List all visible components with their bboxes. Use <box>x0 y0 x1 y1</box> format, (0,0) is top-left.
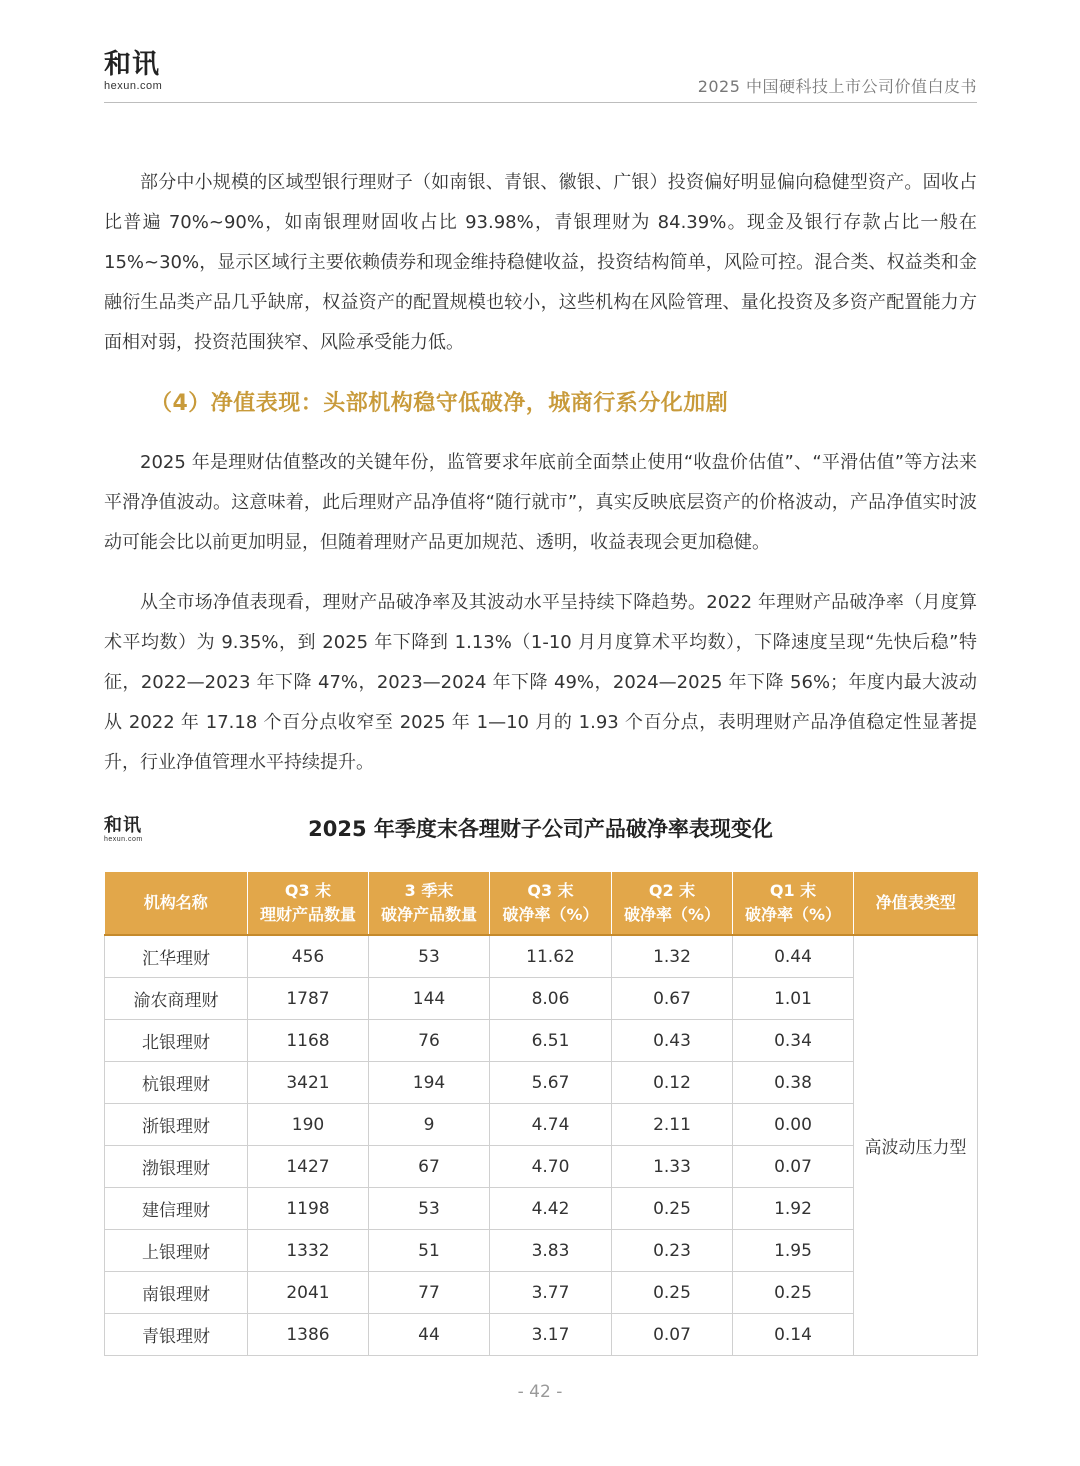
table-logo <box>104 816 164 844</box>
q3-below-net-count-cell: 53 <box>369 1188 490 1230</box>
paragraph-valuation-reform: 2025 年是理财估值整改的关键年份，监管要求年底前全面禁止使用“收盘价估值”、“平滑估值”等方法来平滑净值波动。这意味着，此后理财产品净值将“随行就市”，真实反映底层资产的价格波动，产品净值实时波动可能会比以前更加明显，但随着理财产品更加规范、透明，收益表现会更加稳健。 <box>104 452 977 553</box>
q3-rate-cell: 3.17 <box>490 1314 612 1356</box>
nav-type-cell: 高波动压力型 <box>854 935 978 1356</box>
breakeven-rate-table <box>104 872 978 1356</box>
q2-rate-cell: 0.67 <box>612 978 733 1020</box>
q2-rate-cell: 0.25 <box>612 1272 733 1314</box>
q1-rate-cell: 0.34 <box>733 1020 854 1062</box>
q3-below-net-count-cell: 9 <box>369 1104 490 1146</box>
q3-product-count-cell: 1332 <box>248 1230 369 1272</box>
q3-product-count-cell: 3421 <box>248 1062 369 1104</box>
institution-name-cell: 建信理财 <box>105 1188 248 1230</box>
q2-rate-cell: 2.11 <box>612 1104 733 1146</box>
table-title: 2025 年季度末各理财子公司产品破净率表现变化 <box>308 817 773 841</box>
logo-subtext: hexun.com <box>104 80 163 92</box>
table-row <box>105 1314 978 1356</box>
q3-rate-cell: 4.74 <box>490 1104 612 1146</box>
table-row <box>105 935 978 978</box>
q3-below-net-count-cell: 67 <box>369 1146 490 1188</box>
table-row <box>105 1230 978 1272</box>
q3-product-count-cell: 1427 <box>248 1146 369 1188</box>
q2-rate-cell: 0.07 <box>612 1314 733 1356</box>
header-nav-type: 净值表类型 <box>854 872 978 935</box>
table-row <box>105 978 978 1020</box>
q1-rate-cell: 0.38 <box>733 1062 854 1104</box>
table-row <box>105 1062 978 1104</box>
q1-rate-cell: 1.92 <box>733 1188 854 1230</box>
paragraph-market-performance: 从全市场净值表现看，理财产品破净率及其波动水平呈持续下降趋势。2022 年理财产品破净率（月度算术平均数）为 9.35%，到 2025 年下降到 1.13%（1-10 月月度算术平均数），下降速度呈现“先快后稳”特征，2022—2023 年下降 47%，2023—2024 年下降 49%，2024—2025 年下降 56%；年度内最大波动从 2022 年 17.18 个百分点收窄至 2025 年 1—10 月的 1.93 个百分点，表明理财产品净值稳定性显著提升，行业净值管理水平持续提升。 <box>104 592 977 773</box>
header-q3-product-count: Q3 末 理财产品数量 <box>248 872 369 935</box>
q1-rate-cell: 0.25 <box>733 1272 854 1314</box>
q3-below-net-count-cell: 44 <box>369 1314 490 1356</box>
q3-product-count-cell: 1386 <box>248 1314 369 1356</box>
document-title: 2025 中国硬科技上市公司价值白皮书 <box>697 77 977 96</box>
q3-below-net-count-cell: 194 <box>369 1062 490 1104</box>
q1-rate-cell: 1.95 <box>733 1230 854 1272</box>
q1-rate-cell: 0.00 <box>733 1104 854 1146</box>
header-q1-rate: Q1 末 破净率（%） <box>733 872 854 935</box>
institution-name-cell: 南银理财 <box>105 1272 248 1314</box>
q3-product-count-cell: 1168 <box>248 1020 369 1062</box>
page-number: - 42 - <box>517 1382 563 1402</box>
q3-product-count-cell: 2041 <box>248 1272 369 1314</box>
institution-name-cell: 浙银理财 <box>105 1104 248 1146</box>
institution-name-cell: 渝农商理财 <box>105 978 248 1020</box>
table-row <box>105 1272 978 1314</box>
institution-name-cell: 青银理财 <box>105 1314 248 1356</box>
q3-rate-cell: 4.42 <box>490 1188 612 1230</box>
table-row <box>105 1020 978 1062</box>
table-row <box>105 1146 978 1188</box>
q3-below-net-count-cell: 51 <box>369 1230 490 1272</box>
table-logo-subtext: hexun.com <box>104 836 143 843</box>
q2-rate-cell: 0.12 <box>612 1062 733 1104</box>
institution-name-cell: 渤银理财 <box>105 1146 248 1188</box>
q3-rate-cell: 5.67 <box>490 1062 612 1104</box>
header-q2-rate: Q2 末 破净率（%） <box>612 872 733 935</box>
table-header-row <box>105 872 978 935</box>
q2-rate-cell: 0.43 <box>612 1020 733 1062</box>
table-row <box>105 1188 978 1230</box>
page-header <box>104 46 977 103</box>
q3-rate-cell: 11.62 <box>490 935 612 978</box>
paragraph-regional-banks: 部分中小规模的区域型银行理财子（如南银、青银、徽银、广银）投资偏好明显偏向稳健型资产。固收占比普遍 70%~90%，如南银理财固收占比 93.98%，青银理财为 84.39%。现金及银行存款占比一般在 15%~30%，显示区域行主要依赖债券和现金维持稳健收益，投资结构简单，风险可控。混合类、权益类和金融衍生品类产品几乎缺席，权益资产的配置规模也较小，这些机构在风险管理、量化投资及多资产配置能力方面相对弱，投资范围狭窄、风险承受能力低。 <box>104 172 977 353</box>
q3-below-net-count-cell: 77 <box>369 1272 490 1314</box>
q3-rate-cell: 8.06 <box>490 978 612 1020</box>
logo-mark: 和讯 <box>104 49 160 80</box>
header-institution: 机构名称 <box>105 872 248 935</box>
header-q3-rate: Q3 末 破净率（%） <box>490 872 612 935</box>
q2-rate-cell: 1.33 <box>612 1146 733 1188</box>
table-row <box>105 1104 978 1146</box>
institution-name-cell: 北银理财 <box>105 1020 248 1062</box>
q3-product-count-cell: 190 <box>248 1104 369 1146</box>
q3-below-net-count-cell: 76 <box>369 1020 490 1062</box>
q1-rate-cell: 0.14 <box>733 1314 854 1356</box>
institution-name-cell: 上银理财 <box>105 1230 248 1272</box>
q3-below-net-count-cell: 144 <box>369 978 490 1020</box>
q2-rate-cell: 0.23 <box>612 1230 733 1272</box>
q2-rate-cell: 1.32 <box>612 935 733 978</box>
header-q3-below-net-count: 3 季末 破净产品数量 <box>369 872 490 935</box>
q1-rate-cell: 0.44 <box>733 935 854 978</box>
q1-rate-cell: 1.01 <box>733 978 854 1020</box>
q3-rate-cell: 6.51 <box>490 1020 612 1062</box>
q2-rate-cell: 0.25 <box>612 1188 733 1230</box>
q1-rate-cell: 0.07 <box>733 1146 854 1188</box>
q3-product-count-cell: 1787 <box>248 978 369 1020</box>
q3-product-count-cell: 1198 <box>248 1188 369 1230</box>
institution-name-cell: 汇华理财 <box>105 935 248 978</box>
table-logo-mark: 和讯 <box>104 815 142 836</box>
q3-rate-cell: 4.70 <box>490 1146 612 1188</box>
q3-below-net-count-cell: 53 <box>369 935 490 978</box>
q3-rate-cell: 3.77 <box>490 1272 612 1314</box>
institution-name-cell: 杭银理财 <box>105 1062 248 1104</box>
section-heading: （4）净值表现：头部机构稳守低破净，城商行系分化加剧 <box>150 391 729 416</box>
q3-rate-cell: 3.83 <box>490 1230 612 1272</box>
hexun-logo <box>104 50 184 92</box>
q3-product-count-cell: 456 <box>248 935 369 978</box>
